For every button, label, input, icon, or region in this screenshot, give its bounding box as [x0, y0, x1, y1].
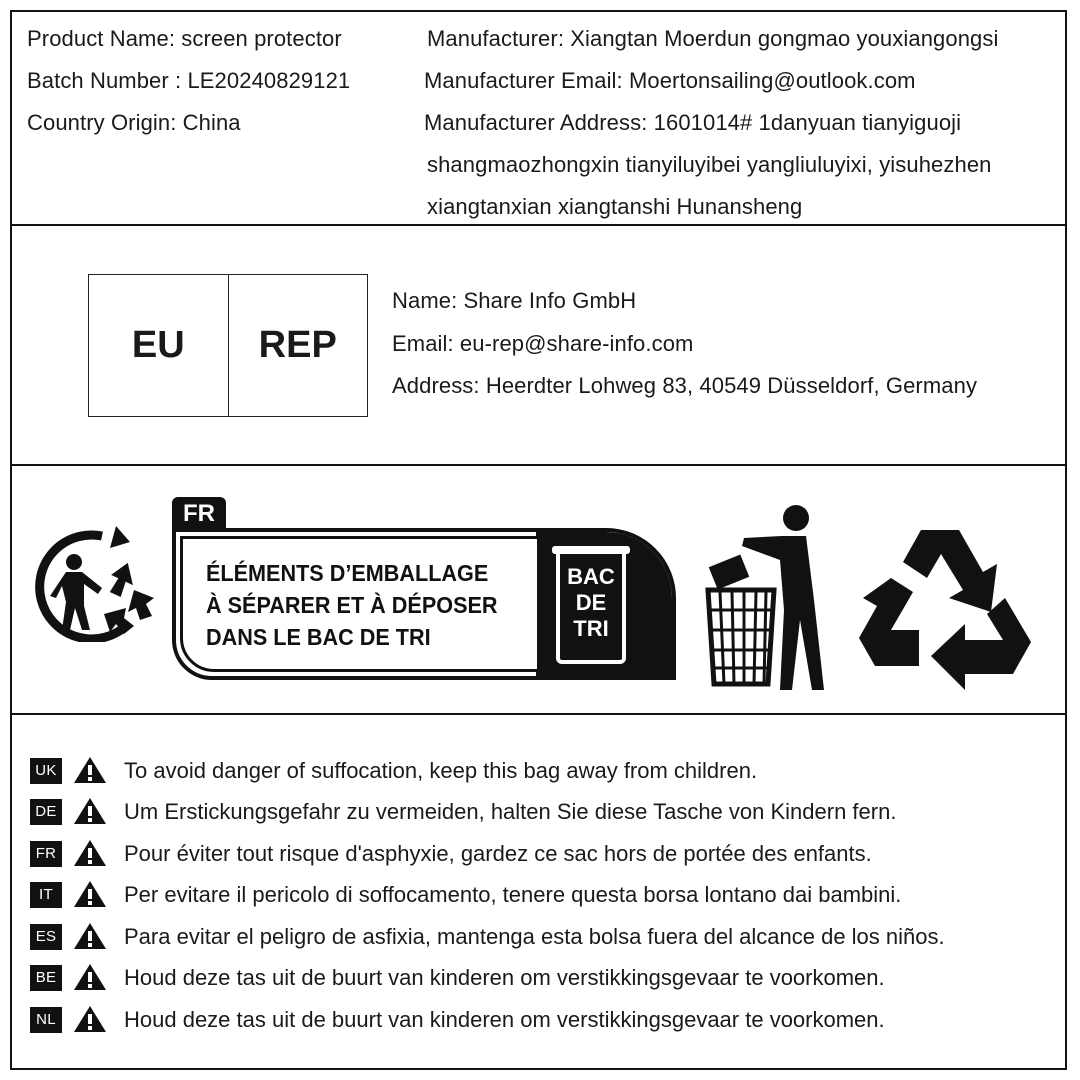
eu-rep-name: Name: Share Info GmbH: [392, 288, 637, 313]
country-flag-fr: FR: [30, 841, 62, 867]
warning-text-uk: To avoid danger of suffocation, keep this bag away from children.: [124, 758, 758, 783]
sorting-line-3: DANS LE BAC DE TRI: [206, 624, 431, 650]
sorting-line-2: À SÉPARER ET À DÉPOSER: [206, 592, 498, 618]
warning-text-fr: Pour éviter tout risque d'asphyxie, gardez ce sac hors de portée des enfants.: [124, 841, 872, 866]
warning-icon: [73, 756, 107, 784]
warning-icon: [73, 1005, 107, 1033]
eu-rep-right-label: REP: [258, 324, 337, 366]
triman-icon: [30, 522, 160, 642]
country-flag-es: ES: [30, 924, 62, 950]
sorting-bin-icon: [556, 546, 626, 664]
eu-rep-symbol: [88, 274, 368, 417]
manufacturer-address-line2: shangmaozhongxin tianyiluyibei yangliuluyixi, yisuhezhen: [427, 152, 992, 177]
warning-icon: [73, 963, 107, 991]
eu-rep-left-label: EU: [89, 275, 229, 416]
section-divider: [10, 713, 1067, 715]
warning-text-de: Um Erstickungsgefahr zu vermeiden, halten Sie diese Tasche von Kindern fern.: [124, 799, 897, 824]
sorting-instruction-label: [172, 528, 676, 680]
batch-number: Batch Number : LE20240829121: [27, 68, 351, 93]
warning-icon: [73, 839, 107, 867]
warning-text-nl: Houd deze tas uit de buurt van kinderen om verstikkingsgevaar te voorkomen.: [124, 1007, 885, 1032]
product-name: Product Name: screen protector: [27, 26, 342, 51]
warning-icon: [73, 880, 107, 908]
warning-icon: [73, 922, 107, 950]
country-flag-uk: UK: [30, 758, 62, 784]
bin-text-2: DE: [575, 590, 607, 615]
warning-text-be: Houd deze tas uit de buurt van kinderen om verstikkingsgevaar te voorkomen.: [124, 965, 885, 990]
country-origin: Country Origin: China: [27, 110, 241, 135]
bin-text-1: BAC: [567, 564, 615, 589]
manufacturer-address-line3: xiangtanxian xiangtanshi Hunansheng: [427, 194, 803, 219]
country-flag-it: IT: [30, 882, 62, 908]
manufacturer: Manufacturer: Xiangtan Moerdun gongmao youxiangongsi: [427, 26, 999, 51]
eu-rep-address: Address: Heerdter Lohweg 83, 40549 Düsseldorf, Germany: [392, 373, 978, 398]
section-divider: [10, 224, 1067, 226]
warning-icon: [73, 797, 107, 825]
country-flag-be: BE: [30, 965, 62, 991]
warning-text-es: Para evitar el peligro de asfixia, mantenga esta bolsa fuera del alcance de los niños.: [124, 924, 945, 949]
country-tag: FR: [172, 497, 226, 530]
recycle-icon: [855, 518, 1040, 693]
country-flag-de: DE: [30, 799, 62, 825]
bin-text-3: TRI: [573, 616, 609, 641]
manufacturer-email: Manufacturer Email: Moertonsailing@outlook.com: [424, 68, 916, 93]
sorting-line-1: ÉLÉMENTS D’EMBALLAGE: [206, 560, 489, 586]
section-divider: [10, 464, 1067, 466]
warning-text-it: Per evitare il pericolo di soffocamento, tenere questa borsa lontano dai bambini.: [124, 882, 902, 907]
eu-rep-email: Email: eu-rep@share-info.com: [392, 331, 694, 356]
waste-bin-person-icon: [702, 500, 832, 695]
manufacturer-address-line1: Manufacturer Address: 1601014# 1danyuan tianyiguoji: [424, 110, 962, 135]
country-flag-nl: NL: [30, 1007, 62, 1033]
